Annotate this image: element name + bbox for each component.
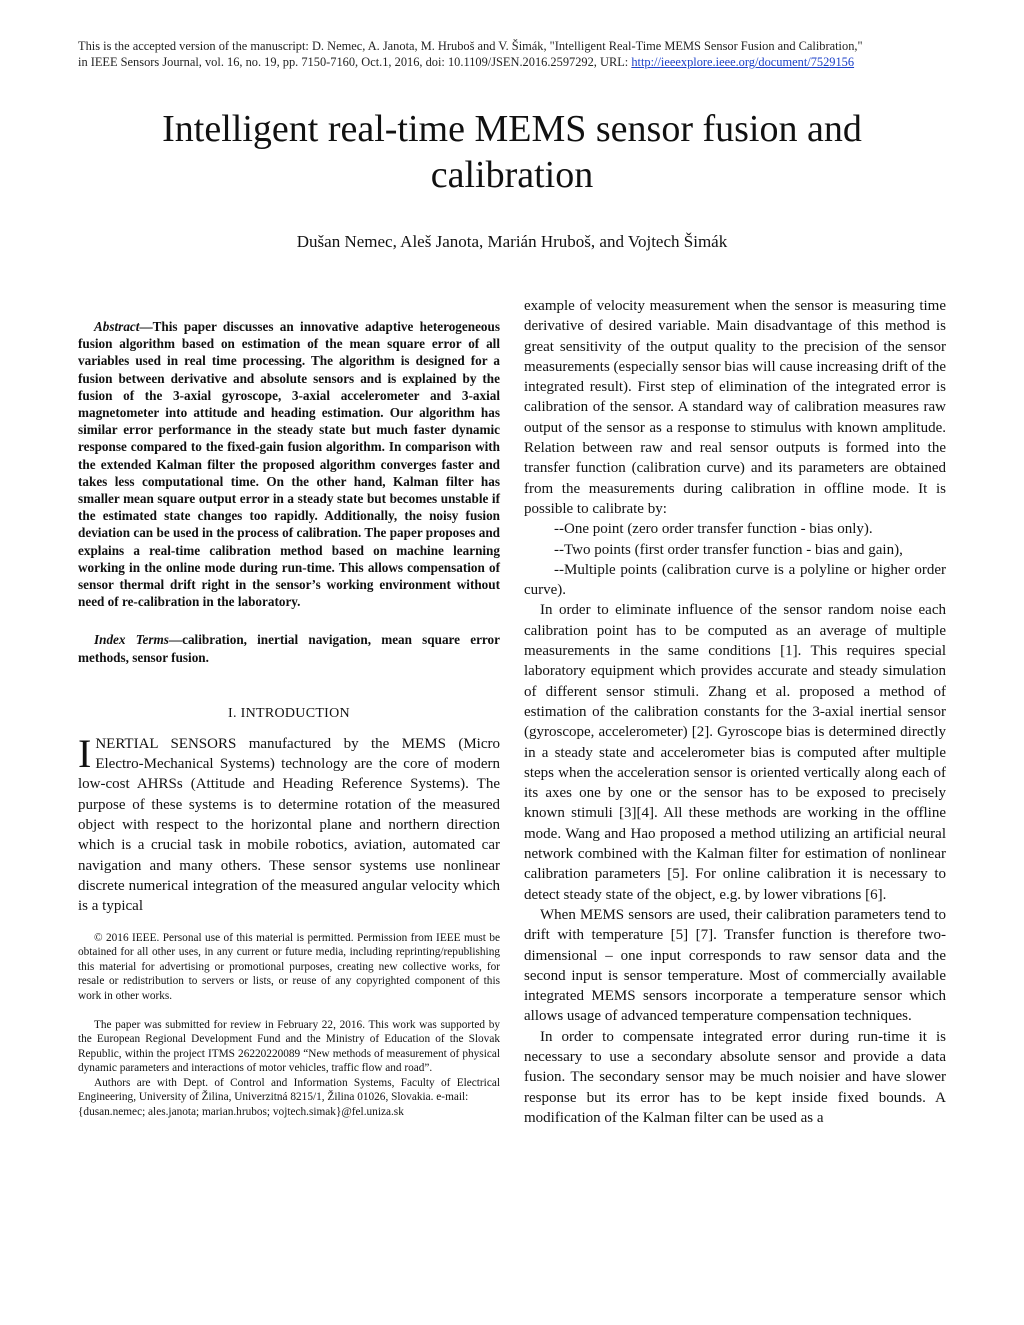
header-line-1: This is the accepted version of the manuscript: D. Nemec, A. Janota, M. Hruboš and V. Šimák, "Intelligent Real-Time MEMS Sensor Fusion and Calibration," xyxy=(78,39,863,53)
header-citation: in IEEE Sensors Journal, vol. 16, no. 19, pp. 7150-7160, Oct.1, 2016, doi: 10.1109/JSEN.2016.2597292, URL: xyxy=(78,55,632,69)
submission-footnote: The paper was submitted for review in February 22, 2016. This work was supported by the European Regional Development Fund and the Ministry of Education of the Slovak Republic, within the project ITMS 26220220089 “New methods of measurement of physical dynamic parameters and interactions of motor vehicles, traffic flow and road”. xyxy=(78,1018,500,1075)
section-heading-introduction xyxy=(78,706,500,722)
header-line-2 xyxy=(78,54,958,70)
author-emails: {dusan.nemec; ales.janota; marian.hrubos; vojtech.simak}@fel.uniza.sk xyxy=(78,1106,404,1119)
index-terms-label: Index Terms xyxy=(94,632,169,648)
intro-text: manufactured by the MEMS (Micro Electro-Mechanical Systems) technology are the core of modern low-cost AHRSs (Attitude and Heading Reference Systems). The purpose of these systems is to determine rotation of the measured object with respect to the horizontal plane and northern direction which is a crucial task in mobile robotics, aviation, automated car navigation and many others. These sensor systems use nonlinear discrete numerical integration of the measured angular velocity which is a typical xyxy=(78,735,500,915)
copyright-notice: © 2016 IEEE. Personal use of this material is permitted. Permission from IEEE must be obtained for all other uses, in any current or future media, including reprinting/republishing this material for advertising or promotional purposes, creating new collective works, for resale or redistribution to servers or lists, or reuse of any copyrighted component of this work in other works. xyxy=(78,931,500,1002)
affiliation-footnote: Authors are with Dept. of Control and Information Systems, Faculty of Electrical Engineering, University of Žilina, Univerzitná 8215/1, Žilina 01026, Slovakia. e-mail: xyxy=(78,1076,500,1104)
drop-cap: I xyxy=(78,730,92,776)
left-column xyxy=(78,318,500,1120)
right-column xyxy=(524,296,946,1128)
index-terms xyxy=(78,631,500,665)
paper-title xyxy=(0,106,1024,198)
paragraph-temperature-drift: When MEMS sensors are used, their calibration parameters tend to drift with temperature [5] [7]. Transfer function is therefore two-dimensional – one input corresponds to raw sensor data and the second input is sensor temperature. Most of commercially available integrated MEMS sensors incorporate a temperature sensor which allows usage of advanced temperature compensation techniques. xyxy=(524,906,946,1025)
title-line-2: calibration xyxy=(430,154,594,196)
paragraph-calibration: example of velocity measurement when the sensor is measuring time derivative of desired variable. Main disadvantage of this method is great sensitivity of the output quality to the precision of the sensor measurements (especially sensor bias will cause increasing drift of the integrated result). First step of elimination of the integrated error is calibration of the sensor. A standard way of calibration measures raw output of the sensor as a response to stimulus with known amplitude. Relation between raw and real sensor outputs is formed into the transfer function (calibration curve) and its parameters are obtained from the measurements during calibration in offline mode. It is possible to calibrate by: xyxy=(524,298,946,517)
header-url-link[interactable]: http://ieeexplore.ieee.org/document/7529156 xyxy=(631,55,855,69)
section-numeral: I. xyxy=(228,705,241,721)
list-item-one-point: --One point (zero order transfer function - bias only). xyxy=(554,521,873,538)
manuscript-header xyxy=(78,38,958,70)
paragraph-noise: In order to eliminate influence of the sensor random noise each calibration point has to be computed as an average of multiple measurements in the same conditions [1]. This requires special laboratory equipment which provides accurate and steady simulation of different sensor stimuli. Zhang et al. proposed a method of estimation of the calibration constants for the 3-axial inertial sensor (gyroscope, accelerometer) [2]. Gyroscope bias is determined directly in a steady state and accelerometer bias is computed after multiple steps when the acceleration sensor is oriented vertically along each of its axes one by one or the sensor has to be exposed to precisely known stimuli [3][4]. All these methods are working in the offline mode. Wang and Hao proposed a method utilizing an artificial neural network combined with the Kalman filter for estimation of nonlinear calibration parameters [5]. For online calibration it is necessary to detect steady state of the object, e.g. by lower vibrations [6]. xyxy=(524,602,946,903)
abstract-text: This paper discusses an innovative adaptive heterogeneous fusion algorithm based on estimation of the mean square error of all variables used in real time processing. The algorithm is designed for a fusion between derivative and absolute sensors and is explained by the fusion of the 3-axial gyroscope, 3-axial accelerometer and 3-axial magnetometer into attitude and heading estimation. Our algorithm has similar error performance in the steady state but much faster dynamic response compared to the fixed-gain fusion algorithm. In comparison with the extended Kalman filter the proposed algorithm converges faster and takes less computational time. On the other hand, Kalman filter has smaller mean square output error in a steady state but becomes unstable if the estimated state changes too rapidly. Additionally, the noisy fusion deviation can be used in the process of calibration. The paper proposes and explains a real-time calibration method based on machine learning working in the online mode during run-time. This allows compensation of sensor thermal drift right in the sensor’s working environment without need of re-calibration in the laboratory. xyxy=(78,319,500,610)
title-line-1: Intelligent real-time MEMS sensor fusion and xyxy=(162,108,862,150)
introduction-paragraph xyxy=(78,730,500,917)
author-list: Dušan Nemec, Aleš Janota, Marián Hruboš, and Vojtech Šimák xyxy=(296,232,728,251)
section-first-letter: I xyxy=(240,705,246,721)
list-item-multiple-points: --Multiple points (calibration curve is a polyline or higher order curve). xyxy=(524,561,946,599)
paragraph-runtime-compensation: In order to compensate integrated error during run-time it is necessary to use a secondary absolute sensor and provide a data fusion. The secondary sensor may be much noisier and have slower response but its error has to be kept inside fixed bounds. A modification of the Kalman filter can be used as a xyxy=(524,1028,946,1126)
index-terms-dash: — xyxy=(168,632,183,648)
abstract-dash: — xyxy=(139,319,153,334)
abstract xyxy=(78,318,500,610)
section-title-rest: NTRODUCTION xyxy=(245,705,350,721)
index-terms-text: calibration, inertial navigation, mean square error methods, sensor fusion. xyxy=(78,632,500,665)
list-item-two-points: --Two points (first order transfer function - bias and gain), xyxy=(554,541,903,558)
intro-smallcaps: NERTIAL SENSORS xyxy=(95,735,237,752)
abstract-label: Abstract xyxy=(94,319,140,334)
